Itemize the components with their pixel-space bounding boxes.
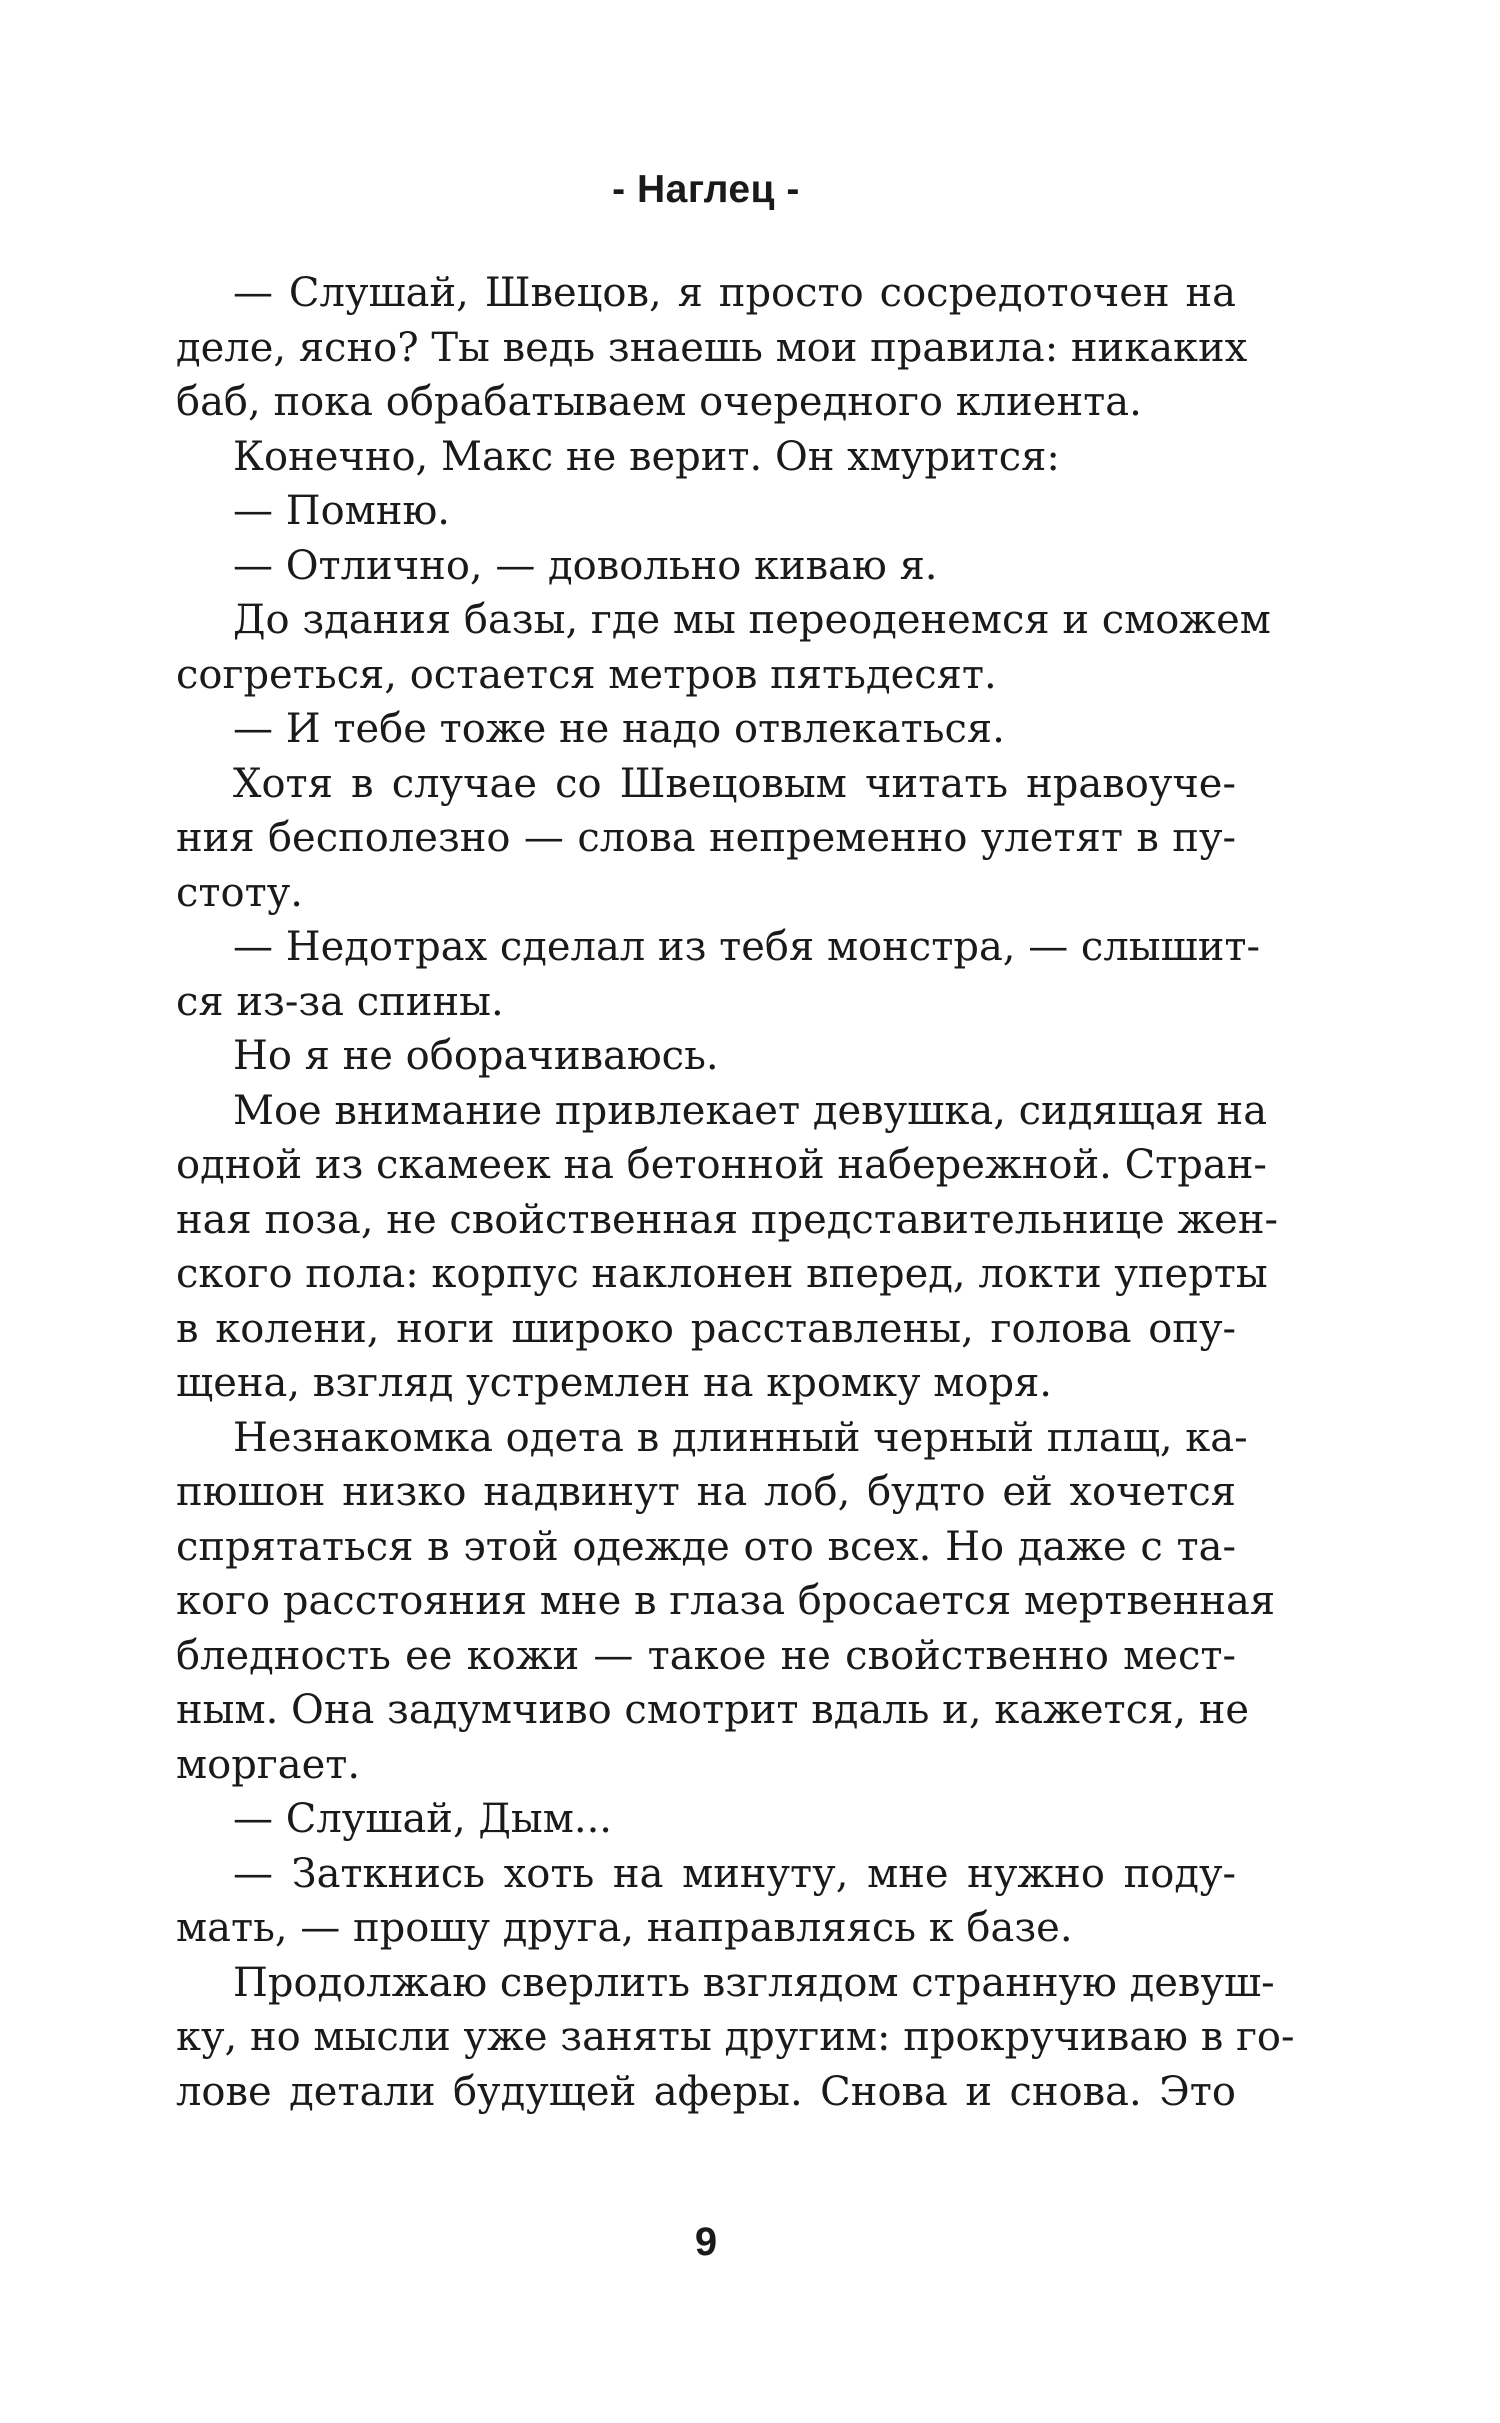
text-line: ния бесполезно — слова непременно улетят в пу- (176, 815, 1236, 861)
text-line: мать, — прошу друга, направляясь к базе. (176, 1905, 1073, 1951)
text-line: — Отлично, — довольно киваю я. (233, 542, 938, 589)
text-line: ку, но мысли уже заняты другим: прокручиваю в го- (176, 2014, 1295, 2060)
text-line: — Слушай, Швецов, я просто сосредоточен на (233, 270, 1236, 316)
running-title: - Наглец - (612, 168, 800, 211)
text-line: щена, взгляд устремлен на кромку моря. (176, 1360, 1053, 1406)
page-number: 9 (694, 2220, 718, 2264)
text-line: — И тебе тоже не надо отвлекаться. (233, 706, 1005, 752)
text-line: лове детали будущей аферы. Снова и снова. Это (176, 2068, 1236, 2115)
text-line: деле, ясно? Ты ведь знаешь мои правила: никаких (176, 324, 1248, 371)
text-line: моргает. (176, 1741, 361, 1788)
body-text (176, 266, 1295, 2119)
text-line: ского пола: корпус наклонен вперед, локти уперты (176, 1251, 1268, 1297)
text-line: — Слушай, Дым... (233, 1796, 613, 1842)
text-line: ная поза, не свойственная представительнице жен- (176, 1196, 1279, 1243)
text-line: спрятаться в этой одежде ото всех. Но даже с та- (176, 1523, 1236, 1570)
text-line: Но я не оборачиваюсь. (233, 1033, 719, 1079)
text-line: — Недотрах сделал из тебя монстра, — слышит- (233, 924, 1261, 970)
text-line: Конечно, Макс не верит. Он хмурится: (233, 433, 1060, 480)
text-line: ным. Она задумчиво смотрит вдаль и, кажется, не (176, 1687, 1250, 1733)
text-line: Продолжаю сверлить взглядом странную девуш- (233, 1959, 1275, 2006)
text-line: в колени, ноги широко расставлены, голова опу- (176, 1305, 1236, 1352)
text-line: пюшон низко надвинут на лоб, будто ей хочется (176, 1469, 1236, 1515)
text-line: бледность ее кожи — такое не свойственно мест- (176, 1632, 1236, 1679)
text-line: — Помню. (233, 488, 450, 534)
text-line: Хотя в случае со Швецовым читать нравоуче- (233, 760, 1236, 807)
text-line: одной из скамеек на бетонной набережной. Стран- (176, 1142, 1267, 1188)
text-line: согреться, остается метров пятьдесят. (176, 651, 997, 698)
text-line: стоту. (176, 869, 303, 916)
text-line: Незнакомка одета в длинный черный плащ, ка- (233, 1414, 1248, 1461)
text-line: До здания базы, где мы переоденемся и сможем (233, 597, 1271, 643)
text-line: баб, пока обрабатываем очередного клиента. (176, 379, 1142, 425)
text-line: ся из-за спины. (176, 978, 504, 1025)
text-line: Мое внимание привлекает девушка, сидящая на (233, 1087, 1268, 1134)
text-line: — Заткнись хоть на минуту, мне нужно поду- (233, 1850, 1236, 1897)
text-line: кого расстояния мне в глаза бросается мертвенная (176, 1578, 1276, 1624)
